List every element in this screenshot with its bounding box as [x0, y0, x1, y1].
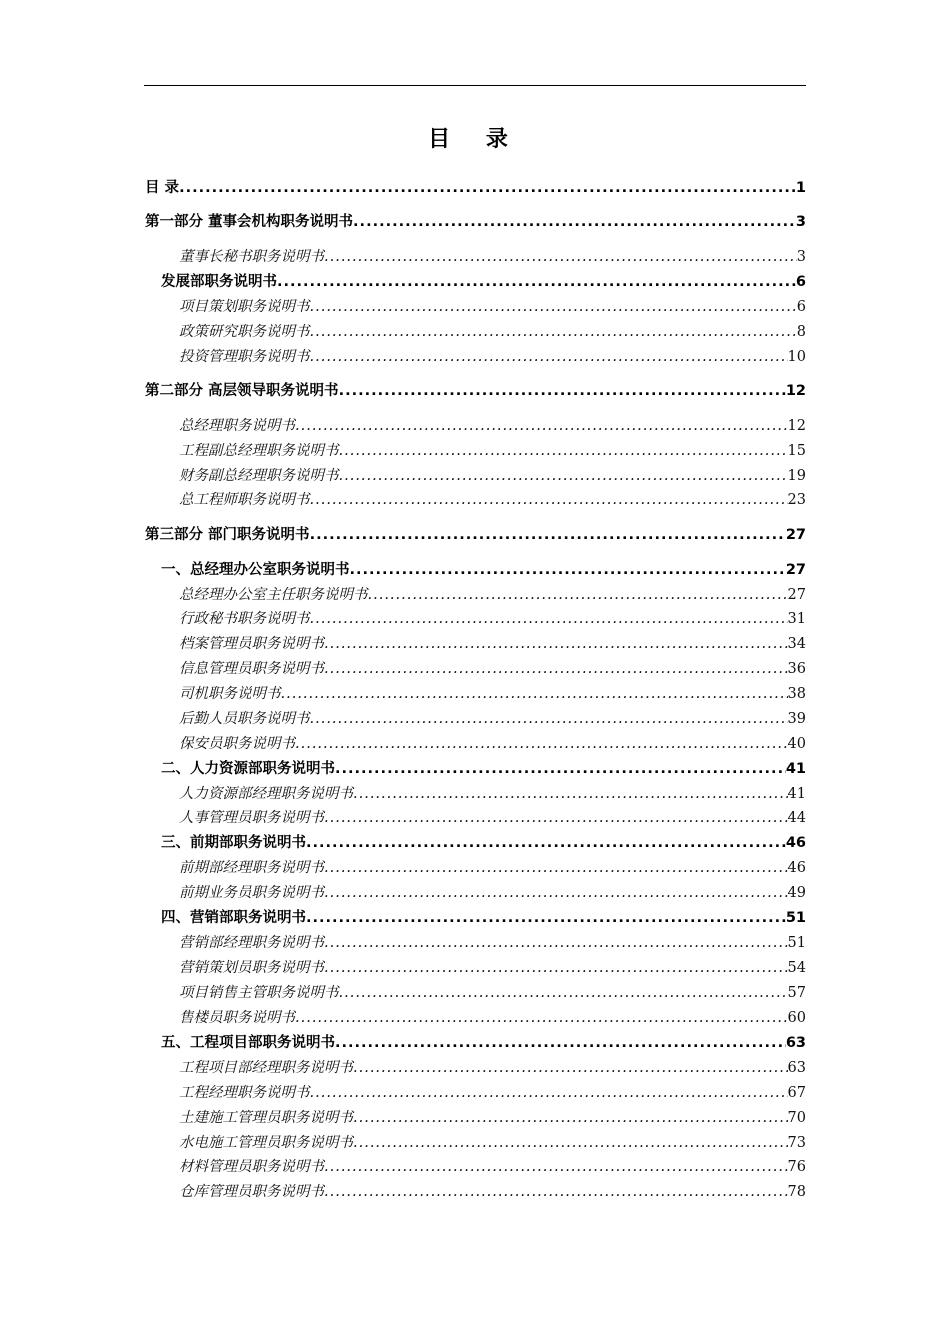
toc-entry-label: 信息管理员职务说明书 [179, 661, 324, 677]
toc-dot-leader [353, 1108, 788, 1128]
toc-entry-label: 人事管理员职务说明书 [179, 810, 324, 826]
toc-entry-page: 39 [787, 711, 806, 727]
toc-dot-leader [310, 525, 786, 545]
toc-entry[interactable] [179, 464, 806, 486]
toc-entry[interactable] [179, 806, 806, 828]
toc-dot-leader [310, 347, 788, 367]
toc-entry-page: 8 [796, 324, 806, 340]
toc-entry-label: 四、营销部职务说明书 [161, 910, 306, 926]
toc-entry[interactable] [179, 1056, 806, 1078]
toc-entry-label: 投资管理职务说明书 [179, 349, 310, 365]
toc-entry-page: 57 [787, 985, 806, 1001]
toc-entry-page: 54 [787, 960, 806, 976]
toc-entry-page: 76 [787, 1159, 806, 1175]
toc-entry[interactable] [161, 906, 806, 928]
toc-dot-leader [353, 1058, 788, 1078]
toc-dot-leader [353, 1133, 788, 1153]
toc-dot-leader [277, 272, 796, 292]
toc-entry-label: 工程项目部经理职务说明书 [179, 1060, 353, 1076]
toc-entry[interactable] [179, 1155, 806, 1177]
toc-entry-page: 23 [787, 492, 806, 508]
toc-entry-label: 售楼员职务说明书 [179, 1010, 295, 1026]
toc-entry[interactable] [161, 757, 806, 779]
toc-entry-page: 38 [787, 686, 806, 702]
toc-dot-leader [310, 322, 797, 342]
toc-dot-leader [353, 212, 796, 232]
toc-entry[interactable] [179, 682, 806, 704]
toc-entry[interactable] [145, 523, 806, 545]
toc-entry-label: 总经理办公室主任职务说明书 [179, 587, 368, 603]
toc-entry[interactable] [179, 956, 806, 978]
toc-entry-label: 第二部分 高层领导职务说明书 [145, 383, 339, 399]
toc-dot-leader [339, 381, 786, 401]
toc-entry[interactable] [179, 981, 806, 1003]
toc-entry[interactable] [179, 1131, 806, 1153]
toc-entry-page: 41 [785, 761, 806, 777]
toc-entry-page: 46 [787, 860, 806, 876]
toc-dot-leader [324, 933, 788, 953]
toc-entry-label: 营销部经理职务说明书 [179, 935, 324, 951]
toc-entry[interactable] [179, 856, 806, 878]
toc-entry-page: 41 [787, 786, 806, 802]
toc-entry-label: 档案管理员职务说明书 [179, 636, 324, 652]
toc-entry-label: 营销策划员职务说明书 [179, 960, 324, 976]
toc-entry-label: 项目销售主管职务说明书 [179, 985, 339, 1001]
toc-dot-leader [350, 560, 786, 580]
toc-entry[interactable] [179, 1081, 806, 1103]
toc-entry-page: 15 [787, 443, 806, 459]
toc-entry-label: 前期业务员职务说明书 [179, 885, 324, 901]
toc-dot-leader [324, 634, 788, 654]
toc-entry-label: 工程副总经理职务说明书 [179, 443, 339, 459]
toc-entry-label: 项目策划职务说明书 [179, 299, 310, 315]
toc-entry[interactable] [179, 295, 806, 317]
toc-dot-leader [324, 958, 788, 978]
toc-entry-page: 6 [796, 299, 806, 315]
toc-dot-leader [179, 178, 796, 198]
toc-dot-leader [324, 1182, 788, 1202]
toc-entry-label: 保安员职务说明书 [179, 736, 295, 752]
toc-dot-leader [306, 833, 786, 853]
toc-entry[interactable] [179, 245, 806, 267]
toc-entry-page: 70 [787, 1110, 806, 1126]
toc-dot-leader [353, 784, 788, 804]
toc-entry-page: 27 [785, 527, 806, 543]
toc-dot-leader [339, 983, 788, 1003]
toc-entry[interactable] [179, 782, 806, 804]
toc-dot-leader [324, 659, 788, 679]
toc-dot-leader [295, 1008, 788, 1028]
toc-entry-label: 政策研究职务说明书 [179, 324, 310, 340]
toc-dot-leader [310, 297, 797, 317]
toc-entry[interactable] [145, 210, 806, 232]
toc-entry[interactable] [161, 1031, 806, 1053]
toc-entry[interactable] [179, 632, 806, 654]
toc-entry[interactable] [145, 176, 806, 198]
toc-dot-leader [335, 1033, 786, 1053]
toc-dot-leader [324, 883, 788, 903]
toc-entry-label: 材料管理员职务说明书 [179, 1159, 324, 1175]
toc-entry-page: 12 [787, 418, 806, 434]
toc-dot-leader [310, 1083, 788, 1103]
toc-entry-page: 49 [787, 885, 806, 901]
toc-dot-leader [295, 734, 788, 754]
toc-entry-page: 73 [787, 1135, 806, 1151]
toc-entry-page: 78 [787, 1184, 806, 1200]
toc-entry-label: 水电施工管理员职务说明书 [179, 1135, 353, 1151]
toc-entry-page: 19 [787, 468, 806, 484]
toc-entry-page: 63 [787, 1060, 806, 1076]
toc-entry[interactable] [161, 270, 806, 292]
toc-entry-page: 63 [785, 1035, 806, 1051]
toc-entry[interactable] [179, 931, 806, 953]
toc-dot-leader [339, 441, 788, 461]
toc-entry-label: 一、总经理办公室职务说明书 [161, 562, 350, 578]
toc-entry-label: 工程经理职务说明书 [179, 1085, 310, 1101]
toc-entry-page: 46 [785, 835, 806, 851]
toc-entry[interactable] [179, 488, 806, 510]
toc-dot-leader [310, 490, 788, 510]
toc-entry[interactable] [145, 379, 806, 401]
toc-entry-page: 27 [787, 587, 806, 603]
toc-entry-label: 前期部经理职务说明书 [179, 860, 324, 876]
toc-entry-page: 44 [787, 810, 806, 826]
toc-entry-page: 31 [787, 611, 806, 627]
toc-entry-label: 第一部分 董事会机构职务说明书 [145, 214, 354, 230]
toc-dot-leader [295, 416, 788, 436]
toc-entry[interactable] [161, 831, 806, 853]
toc-entry-page: 3 [795, 214, 806, 230]
toc-entry-page: 51 [785, 910, 806, 926]
toc-entry-label: 第三部分 部门职务说明书 [145, 527, 310, 543]
toc-entry-label: 后勤人员职务说明书 [179, 711, 310, 727]
toc-entry[interactable] [179, 1006, 806, 1028]
toc-dot-leader [335, 759, 786, 779]
toc-entry[interactable] [179, 657, 806, 679]
toc-entry-label: 行政秘书职务说明书 [179, 611, 310, 627]
toc-entry[interactable] [179, 583, 806, 605]
toc-entry-page: 10 [787, 349, 806, 365]
toc-entry-page: 36 [787, 661, 806, 677]
toc-entry-page: 12 [785, 383, 806, 399]
toc-entry[interactable] [161, 558, 806, 580]
toc-entry-label: 司机职务说明书 [179, 686, 281, 702]
toc-entry-page: 51 [787, 935, 806, 951]
toc-dot-leader [310, 709, 788, 729]
toc-entry[interactable] [179, 1106, 806, 1128]
toc-entry-label: 发展部职务说明书 [161, 274, 277, 290]
toc-dot-leader [324, 1157, 788, 1177]
toc-dot-leader [324, 808, 788, 828]
toc-entry[interactable] [179, 320, 806, 342]
toc-entry[interactable] [179, 607, 806, 629]
toc-entry[interactable] [179, 881, 806, 903]
toc-entry[interactable] [179, 414, 806, 436]
toc-entry-label: 总经理职务说明书 [179, 418, 295, 434]
toc-dot-leader [368, 585, 788, 605]
toc-entry[interactable] [179, 439, 806, 461]
toc-entry-page: 60 [787, 1010, 806, 1026]
toc-entry-page: 3 [796, 249, 806, 265]
toc-entry[interactable] [179, 732, 806, 754]
toc-entry-label: 目 录 [145, 180, 180, 196]
toc-dot-leader [324, 247, 797, 267]
toc-entry-label: 董事长秘书职务说明书 [179, 249, 324, 265]
toc-entry-label: 人力资源部经理职务说明书 [179, 786, 353, 802]
toc-entry[interactable] [179, 1180, 806, 1202]
toc-dot-leader [324, 858, 788, 878]
toc-entry-label: 财务副总经理职务说明书 [179, 468, 339, 484]
toc-entry-page: 6 [795, 274, 806, 290]
toc-dot-leader [339, 466, 788, 486]
toc-entry-label: 二、人力资源部职务说明书 [161, 761, 335, 777]
toc-dot-leader [310, 609, 788, 629]
toc-entry-page: 67 [787, 1085, 806, 1101]
toc-dot-leader [306, 908, 786, 928]
toc-entry-page: 40 [787, 736, 806, 752]
toc-entry-label: 仓库管理员职务说明书 [179, 1184, 324, 1200]
toc-entry-label: 土建施工管理员职务说明书 [179, 1110, 353, 1126]
page-title: 目 录 [428, 127, 522, 152]
toc-entry[interactable] [179, 345, 806, 367]
toc-entry-page: 34 [787, 636, 806, 652]
toc-entry-label: 总工程师职务说明书 [179, 492, 310, 508]
toc-entry-label: 五、工程项目部职务说明书 [161, 1035, 335, 1051]
toc-entry[interactable] [179, 707, 806, 729]
toc-entry-label: 三、前期部职务说明书 [161, 835, 306, 851]
toc-dot-leader [281, 684, 788, 704]
toc-entry-page: 1 [795, 180, 806, 196]
toc-entry-page: 27 [785, 562, 806, 578]
